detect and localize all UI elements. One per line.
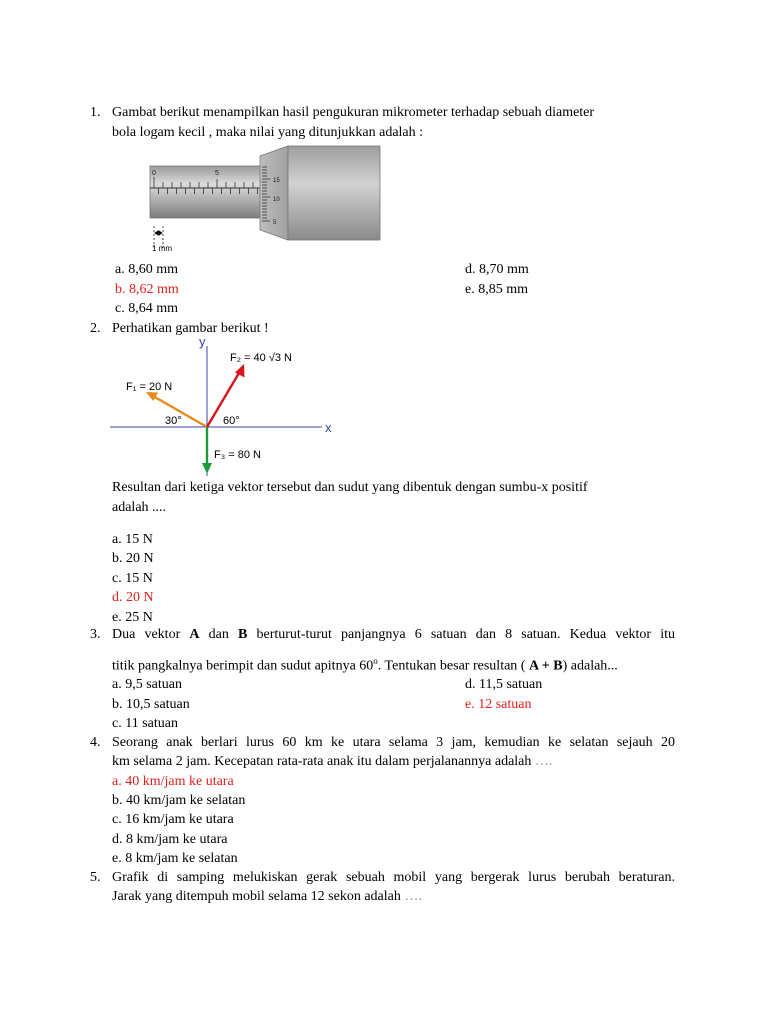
option-3a: a. 9,5 satuan (112, 677, 182, 692)
question-1-text-line1: Gambat berikut menampilkan hasil pengukuran mikrometer terhadap sebuah diameter (112, 105, 595, 120)
question-4-text-line2: km selama 2 jam. Kecepatan rata-rata anak itu dalam perjalanannya adalah …. (112, 754, 553, 769)
main-scale-label-5: 5 (215, 170, 219, 177)
angle-60-label: 60° (223, 415, 240, 427)
question-2-text2-line1: Resultan dari ketiga vektor tersebut dan sudut yang dibentuk dengan sumbu-x positif (112, 480, 588, 495)
option-1e: e. 8,85 mm (465, 282, 528, 297)
option-2a: a. 15 N (112, 532, 153, 547)
option-3e: e. 12 satuan (465, 697, 532, 712)
option-3c: c. 11 satuan (112, 716, 178, 731)
option-4b: b. 40 km/jam ke selatan (112, 793, 246, 808)
option-4e: e. 8 km/jam ke selatan (112, 851, 238, 866)
option-2b: b. 20 N (112, 551, 154, 566)
vector-f3 (202, 427, 212, 474)
option-1b: b. 8,62 mm (115, 282, 179, 297)
scale-division-caption: 1 mm (152, 244, 172, 253)
question-2-number: 2. (90, 321, 101, 336)
question-2-text-line1: Perhatikan gambar berikut ! (112, 321, 269, 336)
question-3-text-line1: Dua vektor A dan B berturut-turut panjangnya 6 satuan dan 8 satuan. Kedua vektor itu (112, 627, 676, 642)
question-5-text-line1: Grafik di samping melukiskan gerak sebuah mobil yang bergerak lurus berubah beraturan. (112, 870, 675, 885)
x-axis-label: x (325, 420, 332, 435)
question-5-number: 5. (90, 870, 101, 885)
question-3-number: 3. (90, 627, 101, 642)
option-1c: c. 8,64 mm (115, 301, 178, 316)
option-1a: a. 8,60 mm (115, 262, 178, 277)
vector-b-label: B (238, 627, 248, 642)
option-4a: a. 40 km/jam ke utara (112, 774, 234, 789)
main-scale-label-0: 0 (152, 170, 156, 177)
option-4d: d. 8 km/jam ke utara (112, 832, 228, 847)
thimble-label-5: 5 (273, 220, 277, 226)
resultant-label: A + B (528, 658, 563, 674)
y-axis-label: y (199, 334, 206, 349)
question-1-text-line2: bola logam kecil , maka nilai yang ditunjukkan adalah : (112, 125, 424, 140)
question-4-text-line1: Seorang anak berlari lurus 60 km ke utara selama 3 jam, kemudian ke selatan sejauh 20 (112, 735, 675, 750)
micrometer-thimble (288, 146, 380, 240)
thimble-label-10: 10 (273, 197, 280, 203)
option-3d: d. 11,5 satuan (465, 677, 543, 692)
question-5-dots: …. (400, 889, 422, 904)
f3-label: F₃ = 80 N (214, 449, 261, 461)
f2-label: F₂ = 40 √3 N (230, 352, 292, 364)
vector-a-label: A (189, 627, 200, 642)
micrometer-figure (140, 144, 385, 256)
question-1-number: 1. (90, 105, 101, 120)
option-3b: b. 10,5 satuan (112, 697, 190, 712)
vector-diagram (108, 334, 340, 476)
question-4-dots: …. (531, 754, 553, 769)
angle-30-label: 30° (165, 415, 182, 427)
f1-label: F₁ = 20 N (126, 381, 173, 393)
question-3-text-line2: titik pangkalnya berimpit dan sudut apitnya 60$^o$. Tentukan besar resultan ( A + B) adalah... (112, 656, 618, 674)
option-1d: d. 8,70 mm (465, 262, 529, 277)
option-2d: d. 20 N (112, 590, 154, 605)
question-2-text2-line2: adalah .... (112, 500, 167, 515)
question-4-number: 4. (90, 735, 101, 750)
scale-division-arrow (155, 231, 162, 235)
option-2c: c. 15 N (112, 571, 153, 586)
question-5-text-line2: Jarak yang ditempuh mobil selama 12 sekon adalah …. (112, 889, 422, 904)
thimble-label-15: 15 (273, 178, 280, 184)
option-4c: c. 16 km/jam ke utara (112, 812, 234, 827)
option-2e: e. 25 N (112, 610, 153, 625)
